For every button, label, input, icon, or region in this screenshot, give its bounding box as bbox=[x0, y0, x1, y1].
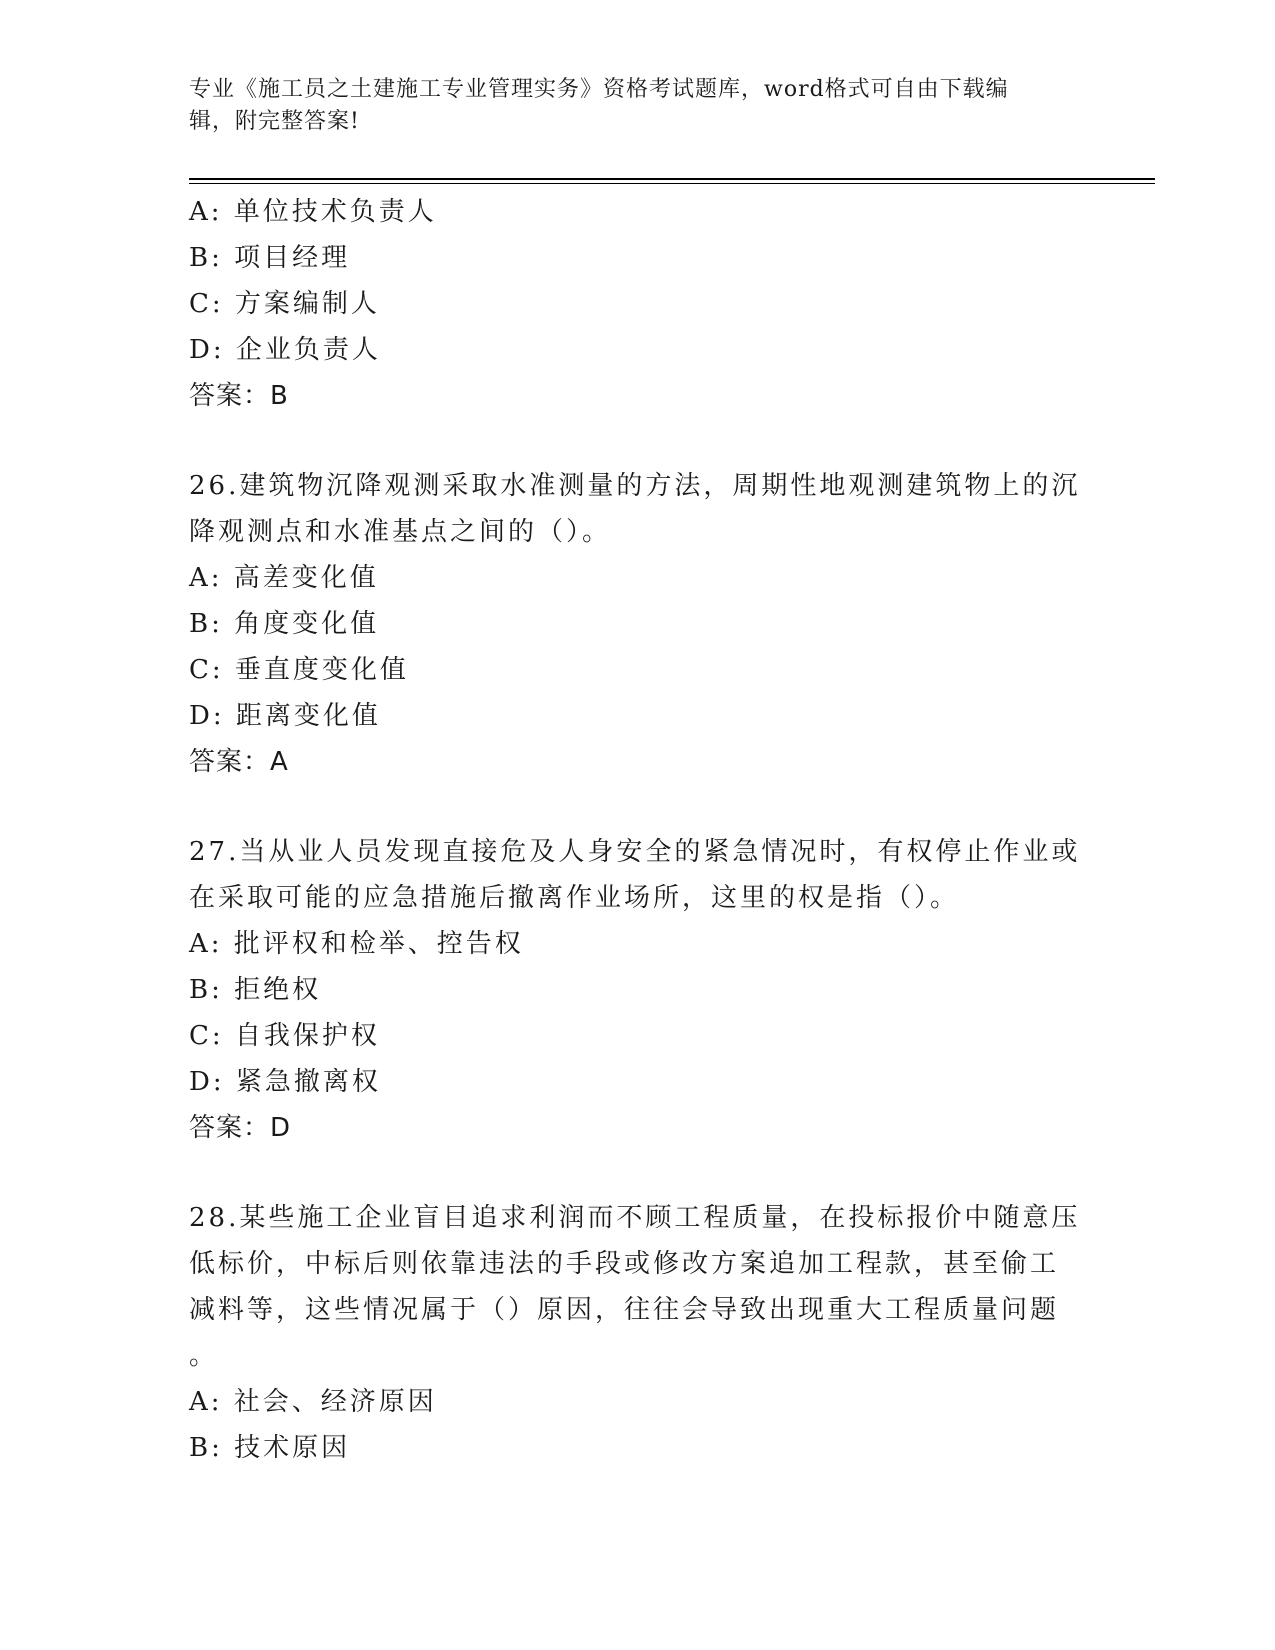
option-a: A: 高差变化值 bbox=[189, 563, 379, 593]
question-text-line: 低标价，中标后则依靠违法的手段或修改方案追加工程款，甚至偷工 bbox=[189, 1249, 1060, 1279]
question-27 bbox=[189, 829, 1089, 1151]
question-26 bbox=[189, 463, 1089, 785]
question-text-line: 在采取可能的应急措施后撤离作业场所，这里的权是指（）。 bbox=[189, 883, 960, 913]
option-c: C: 方案编制人 bbox=[189, 289, 380, 319]
answer: 答案：A bbox=[189, 747, 289, 777]
question-text-line: 27.当从业人员发现直接危及人身安全的紧急情况时，有权停止作业或 bbox=[189, 837, 1081, 867]
answer: 答案：B bbox=[189, 381, 289, 411]
header-line-2: 辑，附完整答案! bbox=[189, 109, 360, 134]
header-divider-thin bbox=[189, 183, 1155, 184]
answer: 答案：D bbox=[189, 1113, 292, 1143]
option-a: A: 批评权和检举、控告权 bbox=[189, 929, 524, 959]
option-c: C: 自我保护权 bbox=[189, 1021, 380, 1051]
option-b: B: 技术原因 bbox=[189, 1433, 351, 1463]
option-b: B: 拒绝权 bbox=[189, 975, 322, 1005]
header-divider-thick bbox=[189, 178, 1155, 180]
header-line-1: 专业《施工员之土建施工专业管理实务》资格考试题库，word格式可自由下载编 bbox=[189, 77, 1009, 102]
option-a: A: 社会、经济原因 bbox=[189, 1387, 437, 1417]
question-text-line: 。 bbox=[189, 1341, 219, 1371]
question-text-line: 28.某些施工企业盲目追求利润而不顾工程质量，在投标报价中随意压 bbox=[189, 1203, 1081, 1233]
question-28 bbox=[189, 1195, 1089, 1471]
option-a: A: 单位技术负责人 bbox=[189, 197, 437, 227]
option-b: B: 角度变化值 bbox=[189, 609, 380, 639]
option-d: D: 紧急撤离权 bbox=[189, 1067, 381, 1097]
question-content bbox=[189, 189, 1089, 1471]
document-header bbox=[189, 74, 1069, 138]
option-d: D: 距离变化值 bbox=[189, 701, 381, 731]
question-text-line: 降观测点和水准基点之间的（）。 bbox=[189, 517, 612, 547]
option-b: B: 项目经理 bbox=[189, 243, 351, 273]
question-text-line: 26.建筑物沉降观测采取水准测量的方法，周期性地观测建筑物上的沉 bbox=[189, 471, 1081, 501]
option-d: D: 企业负责人 bbox=[189, 335, 381, 365]
question-text-line: 减料等，这些情况属于（）原因，往往会导致出现重大工程质量问题 bbox=[189, 1295, 1060, 1325]
option-c: C: 垂直度变化值 bbox=[189, 655, 409, 685]
question-25-continued bbox=[189, 189, 1089, 419]
